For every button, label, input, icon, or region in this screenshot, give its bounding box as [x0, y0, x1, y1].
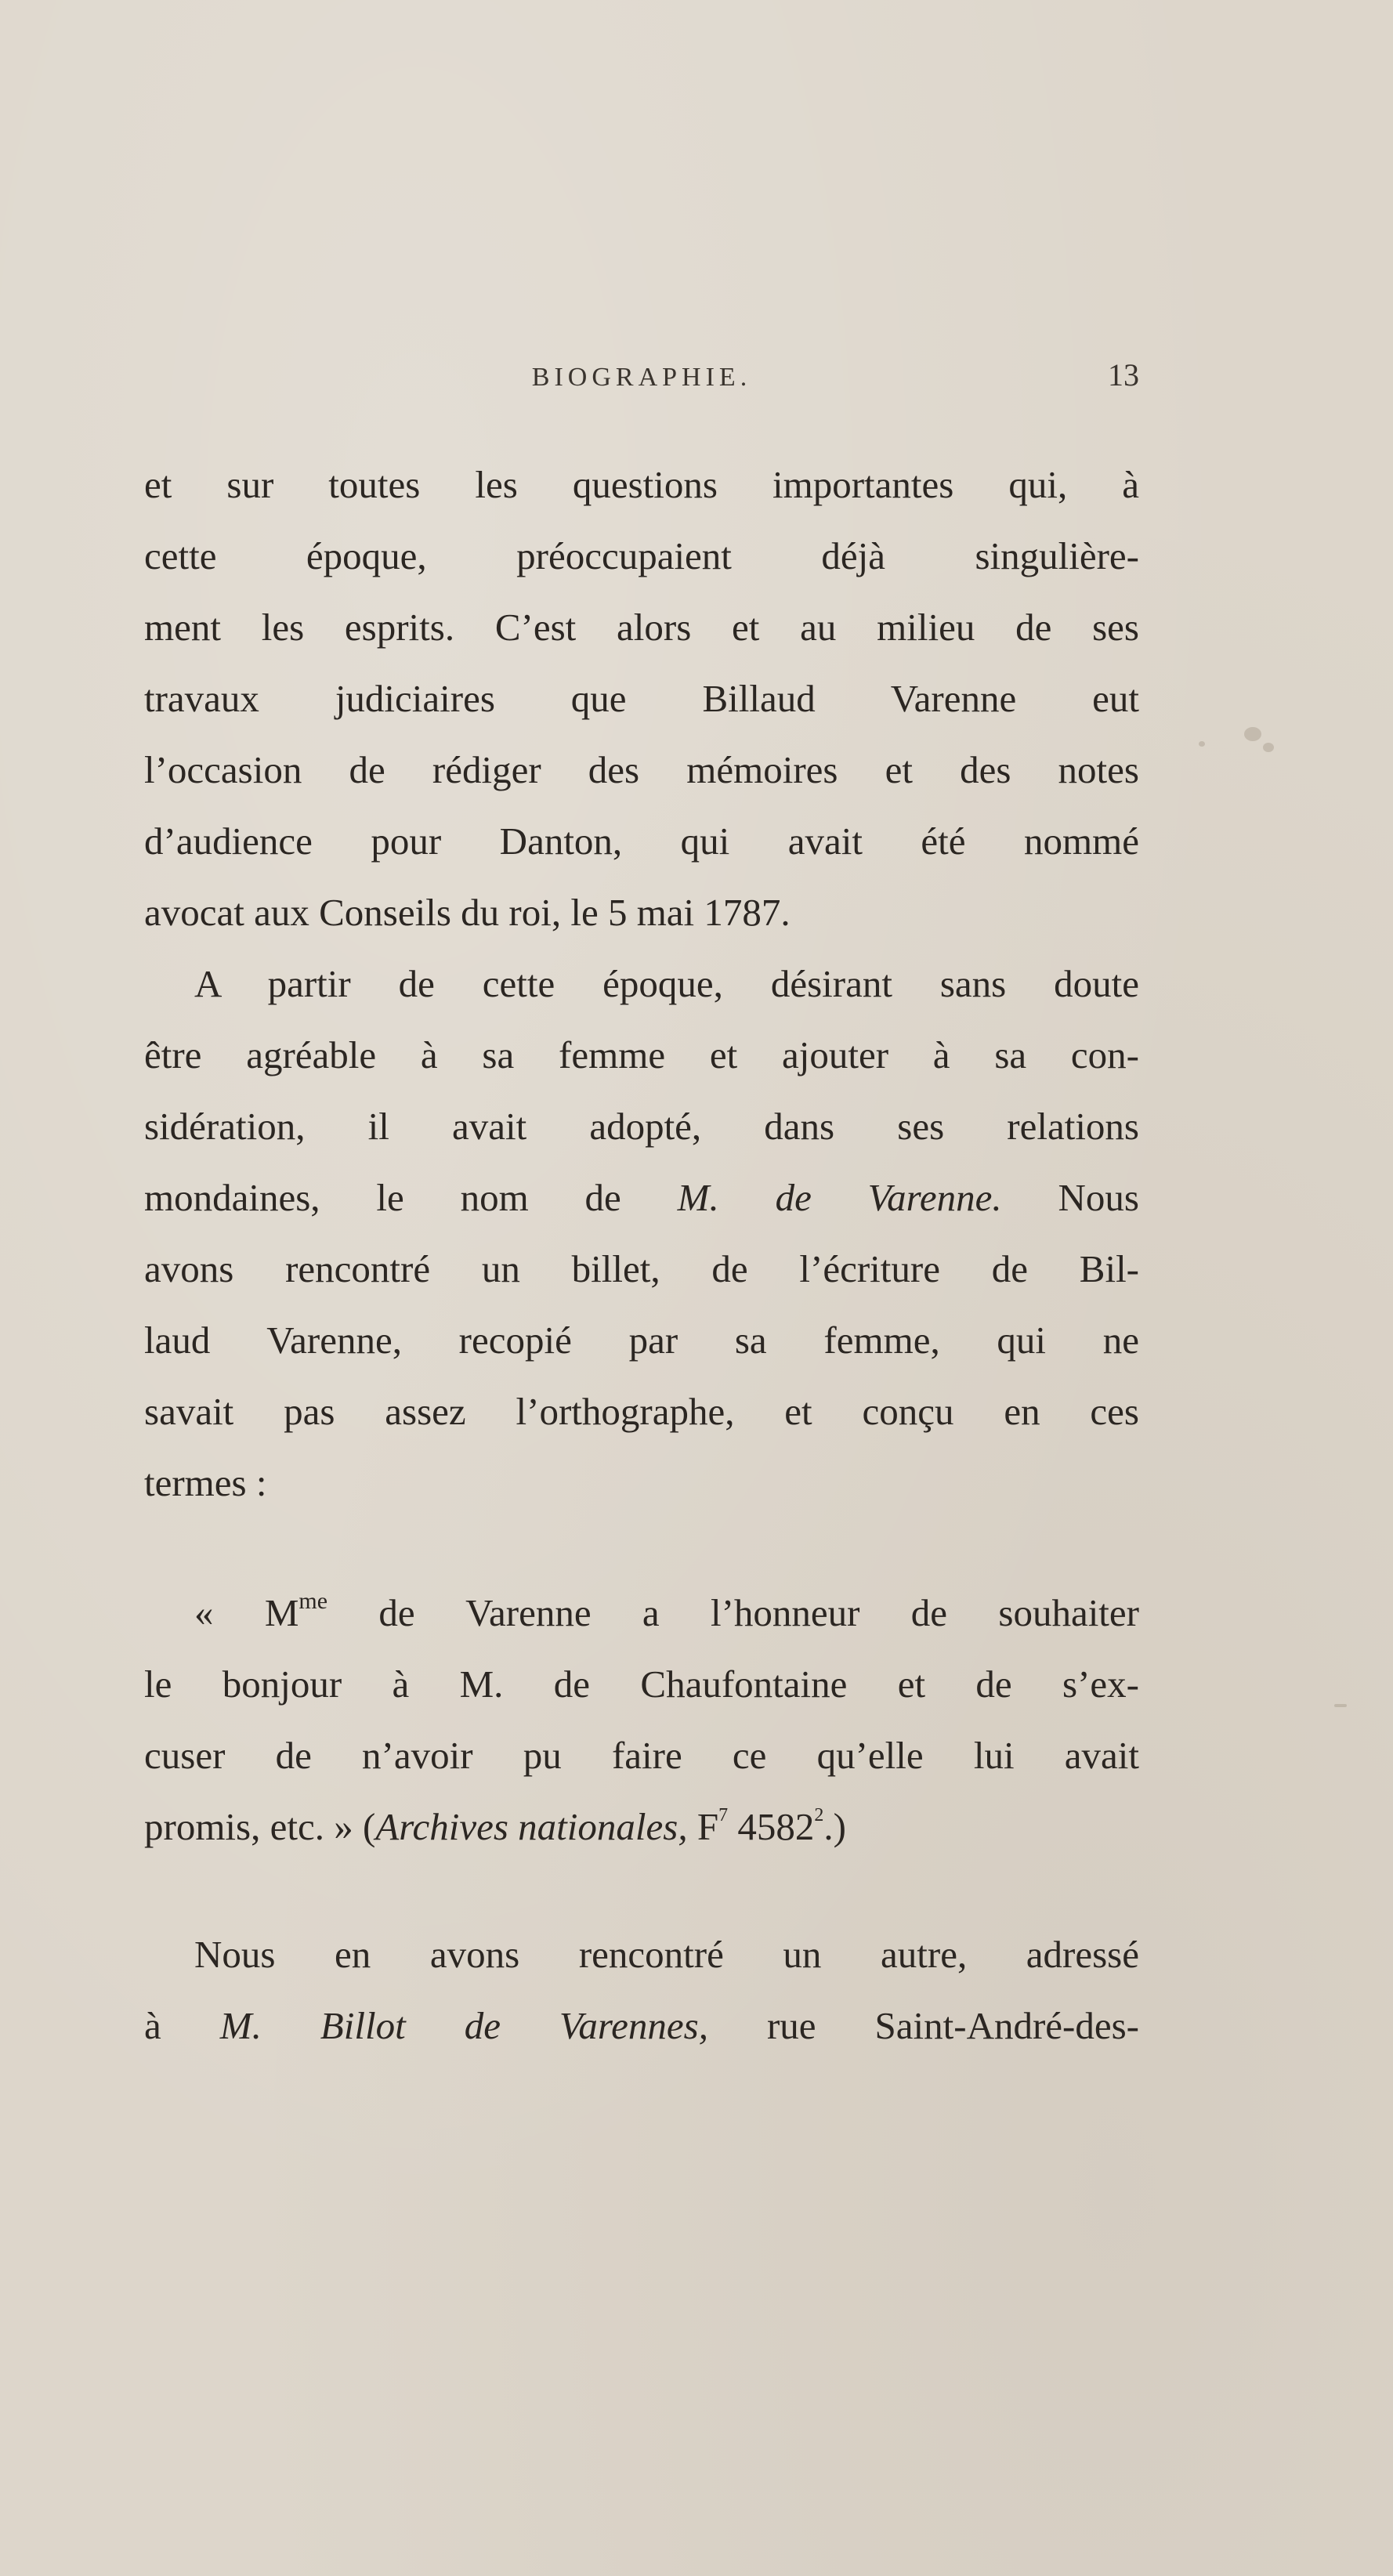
paragraph-3: [144, 1919, 1139, 2061]
text-line: [144, 1162, 1139, 1233]
text-line: avocat aux Conseils du roi, le 5 mai 1787.: [144, 891, 791, 934]
body-text: [144, 449, 1139, 2061]
text-line: travaux judiciaires que Billaud Varenne eut: [144, 677, 1139, 720]
text-line: Nous en avons rencontré un autre, adressé: [194, 1933, 1139, 1976]
superscript: 2: [814, 1805, 824, 1825]
text-line: [144, 1990, 1139, 2061]
text-segment: promis, etc. » (: [144, 1805, 376, 1848]
text-line: être agréable à sa femme et ajouter à sa con-: [144, 1033, 1139, 1076]
text-segment: Nous: [1001, 1176, 1139, 1219]
text-line: le bonjour à M. de Chaufontaine et de s’ex-: [144, 1662, 1139, 1706]
text-line: l’occasion de rédiger des mémoires et des notes: [144, 748, 1139, 791]
text-line: termes :: [144, 1461, 267, 1504]
text-segment: 4582: [728, 1805, 815, 1848]
text-line: laud Varenne, recopié par sa femme, qui ne: [144, 1319, 1139, 1362]
italic-name: M. Billot de Varennes,: [219, 2004, 708, 2047]
italic-source: Archives nationales,: [375, 1805, 688, 1848]
text-segment: F: [687, 1805, 719, 1848]
text-segment: à: [144, 2004, 220, 2047]
text-line: cuser de n’avoir pu faire ce qu’elle lui avait: [144, 1734, 1139, 1777]
superscript: me: [298, 1588, 328, 1614]
text-line: avons rencontré un billet, de l’écriture de Bil-: [144, 1247, 1139, 1290]
paragraph-2: [144, 948, 1139, 1518]
text-line: sidération, il avait adopté, dans ses relations: [144, 1105, 1139, 1148]
page-number: 13: [1108, 357, 1139, 393]
text-segment: rue Saint-André-des-: [708, 2004, 1139, 2047]
paper-spot: [1263, 743, 1274, 752]
text-line: cette époque, préoccupaient déjà singulière-: [144, 534, 1139, 577]
paper-spot: [1244, 727, 1261, 741]
text-segment: de Varenne a l’honneur de souhaiter: [327, 1591, 1139, 1634]
text-line: A partir de cette époque, désirant sans doute: [194, 962, 1139, 1005]
text-line: [144, 1577, 1139, 1648]
text-line: d’audience pour Danton, qui avait été nommé: [144, 819, 1139, 863]
text-line: ment les esprits. C’est alors et au milieu de ses: [144, 606, 1139, 649]
quotation: [144, 1577, 1139, 1862]
text-line: savait pas assez l’orthographe, et conçu en ces: [144, 1390, 1139, 1433]
spacer: [144, 1862, 1139, 1919]
paper-spot: [1199, 741, 1205, 747]
italic-name: M. de Varenne.: [677, 1176, 1002, 1219]
text-segment: mondaines, le nom de: [144, 1176, 678, 1219]
text-segment: « M: [194, 1591, 299, 1634]
paragraph-1: [144, 449, 1139, 948]
running-title: BIOGRAPHIE.: [531, 363, 752, 392]
text-line: et sur toutes les questions importantes qui, à: [144, 463, 1139, 506]
text-segment: .): [823, 1805, 846, 1848]
text-line: [144, 1791, 1139, 1862]
paper-spot: [1334, 1704, 1347, 1707]
running-head: [144, 356, 1139, 403]
spacer: [144, 1518, 1139, 1577]
superscript: 7: [718, 1805, 729, 1825]
